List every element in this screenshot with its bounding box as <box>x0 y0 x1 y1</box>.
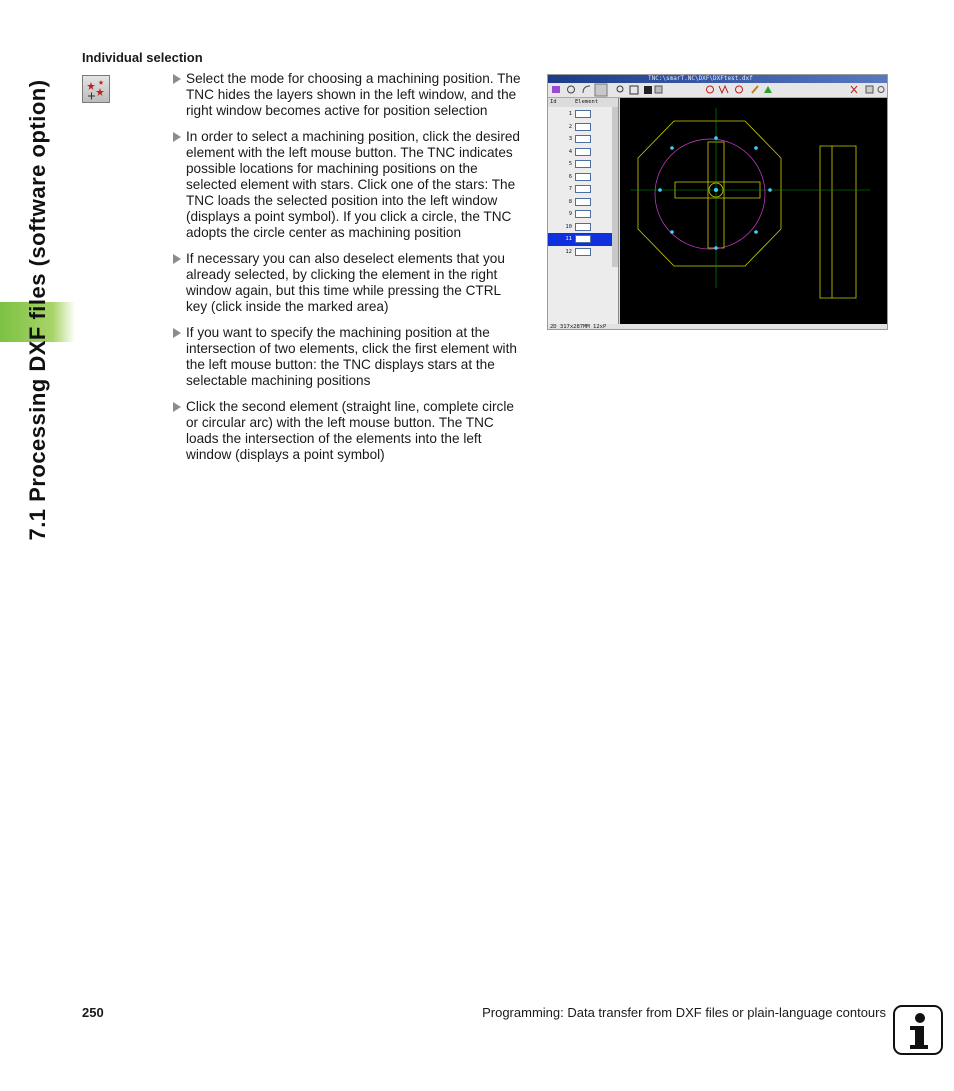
footer-chapter-text: Programming: Data transfer from DXF files or plain-language contours <box>482 1005 886 1020</box>
info-icon <box>893 1005 943 1055</box>
panel-header <box>548 98 618 107</box>
curve-icon <box>719 86 728 93</box>
pencil-icon <box>752 86 758 93</box>
star-marker <box>658 188 662 192</box>
step-item: If you want to specify the machining position at the intersection of two elements, click the first element with the left mouse button: the TNC displays stars at the selectable machining positions <box>173 325 525 389</box>
star-marker <box>768 188 772 192</box>
table-row[interactable]: 4 <box>548 146 612 159</box>
dxf-screenshot <box>547 74 888 330</box>
id-column-header: Id <box>550 99 557 105</box>
dxf-drawing <box>620 98 888 324</box>
section-heading: Individual selection <box>82 50 203 65</box>
clear-icon <box>644 86 652 94</box>
element-checkbox[interactable] <box>575 173 591 181</box>
element-checkbox[interactable] <box>575 110 591 118</box>
element-checkbox[interactable] <box>575 248 591 256</box>
triangle-bullet-icon <box>173 328 181 338</box>
cancel-icon <box>736 86 743 93</box>
side-profile <box>820 146 856 298</box>
star-marker <box>754 146 758 150</box>
position-mode-icon <box>595 84 607 96</box>
element-checkbox[interactable] <box>575 123 591 131</box>
table-row[interactable]: 7 <box>548 183 612 196</box>
drawing-canvas[interactable] <box>620 98 888 324</box>
element-checkbox[interactable] <box>575 235 591 243</box>
table-row[interactable]: 9 <box>548 208 612 221</box>
element-checkbox[interactable] <box>575 185 591 193</box>
element-checkbox[interactable] <box>575 135 591 143</box>
star-marker <box>670 146 674 150</box>
save-icon <box>655 86 662 93</box>
crosshair-icon <box>707 86 714 93</box>
table-row[interactable]: 5 <box>548 158 612 171</box>
settings-icon <box>878 87 884 93</box>
table-row[interactable]: 12 <box>548 246 612 259</box>
star-marker <box>754 230 758 234</box>
table-row[interactable]: 2 <box>548 121 612 134</box>
step-list <box>173 71 525 473</box>
window-titlebar: TNC:\smarT.NC\DXF\DXFtest.dxf <box>548 75 887 83</box>
step-item: Click the second element (straight line, complete circle or circular arc) with the left mouse button. The TNC loads the intersection of the elements into the left window (displays a point symbol) <box>173 399 525 463</box>
contour-icon <box>568 86 575 93</box>
table-row[interactable]: 8 <box>548 196 612 209</box>
element-checkbox[interactable] <box>575 223 591 231</box>
table-row-selected[interactable]: 11 <box>548 233 612 246</box>
arc-icon <box>583 86 590 93</box>
arrow-icon <box>764 86 772 93</box>
element-checkbox[interactable] <box>575 210 591 218</box>
table-row[interactable]: 10 <box>548 221 612 234</box>
element-column-header: Element <box>575 99 599 105</box>
dxf-toolbar <box>548 83 887 98</box>
step-item: Select the mode for choosing a machining position. The TNC hides the layers shown in the left window, and the right window becomes active for position selection <box>173 71 525 119</box>
star-marker <box>714 188 718 192</box>
layer-icon <box>552 86 560 93</box>
table-row[interactable]: 6 <box>548 171 612 184</box>
element-checkbox[interactable] <box>575 160 591 168</box>
page-number: 250 <box>82 1005 104 1020</box>
step-item: In order to select a machining position, click the desired element with the left mouse button. The TNC indicates possible locations for machining positions on the selected element with stars. Click one of the stars: The TNC loads the selected position into the left window (displays a point symbol). If you click a circle, the TNC adopts the circle center as machining position <box>173 129 525 241</box>
window-icon <box>866 86 873 93</box>
star-marker <box>714 246 718 250</box>
status-bar: 2D 317x287MM 12xP <box>548 324 887 330</box>
step-item: If necessary you can also deselect elements that you already selected, by clicking the element in the right window again, but this time while pressing the CTRL key (click inside the marked area) <box>173 251 525 315</box>
element-checkbox[interactable] <box>575 148 591 156</box>
triangle-bullet-icon <box>173 132 181 142</box>
panel-scrollbar[interactable] <box>612 107 618 267</box>
close-icon <box>851 86 857 93</box>
triangle-bullet-icon <box>173 254 181 264</box>
star-marker <box>714 136 718 140</box>
select-position-icon <box>82 75 110 103</box>
zoom-icon <box>617 86 623 92</box>
triangle-bullet-icon <box>173 402 181 412</box>
element-panel <box>548 98 619 324</box>
table-row[interactable]: 1 <box>548 108 612 121</box>
toolbar-icons <box>548 83 887 97</box>
triangle-bullet-icon <box>173 74 181 84</box>
fit-icon <box>630 86 638 94</box>
star-marker <box>670 230 674 234</box>
table-row[interactable]: 3 <box>548 133 612 146</box>
element-checkbox[interactable] <box>575 198 591 206</box>
